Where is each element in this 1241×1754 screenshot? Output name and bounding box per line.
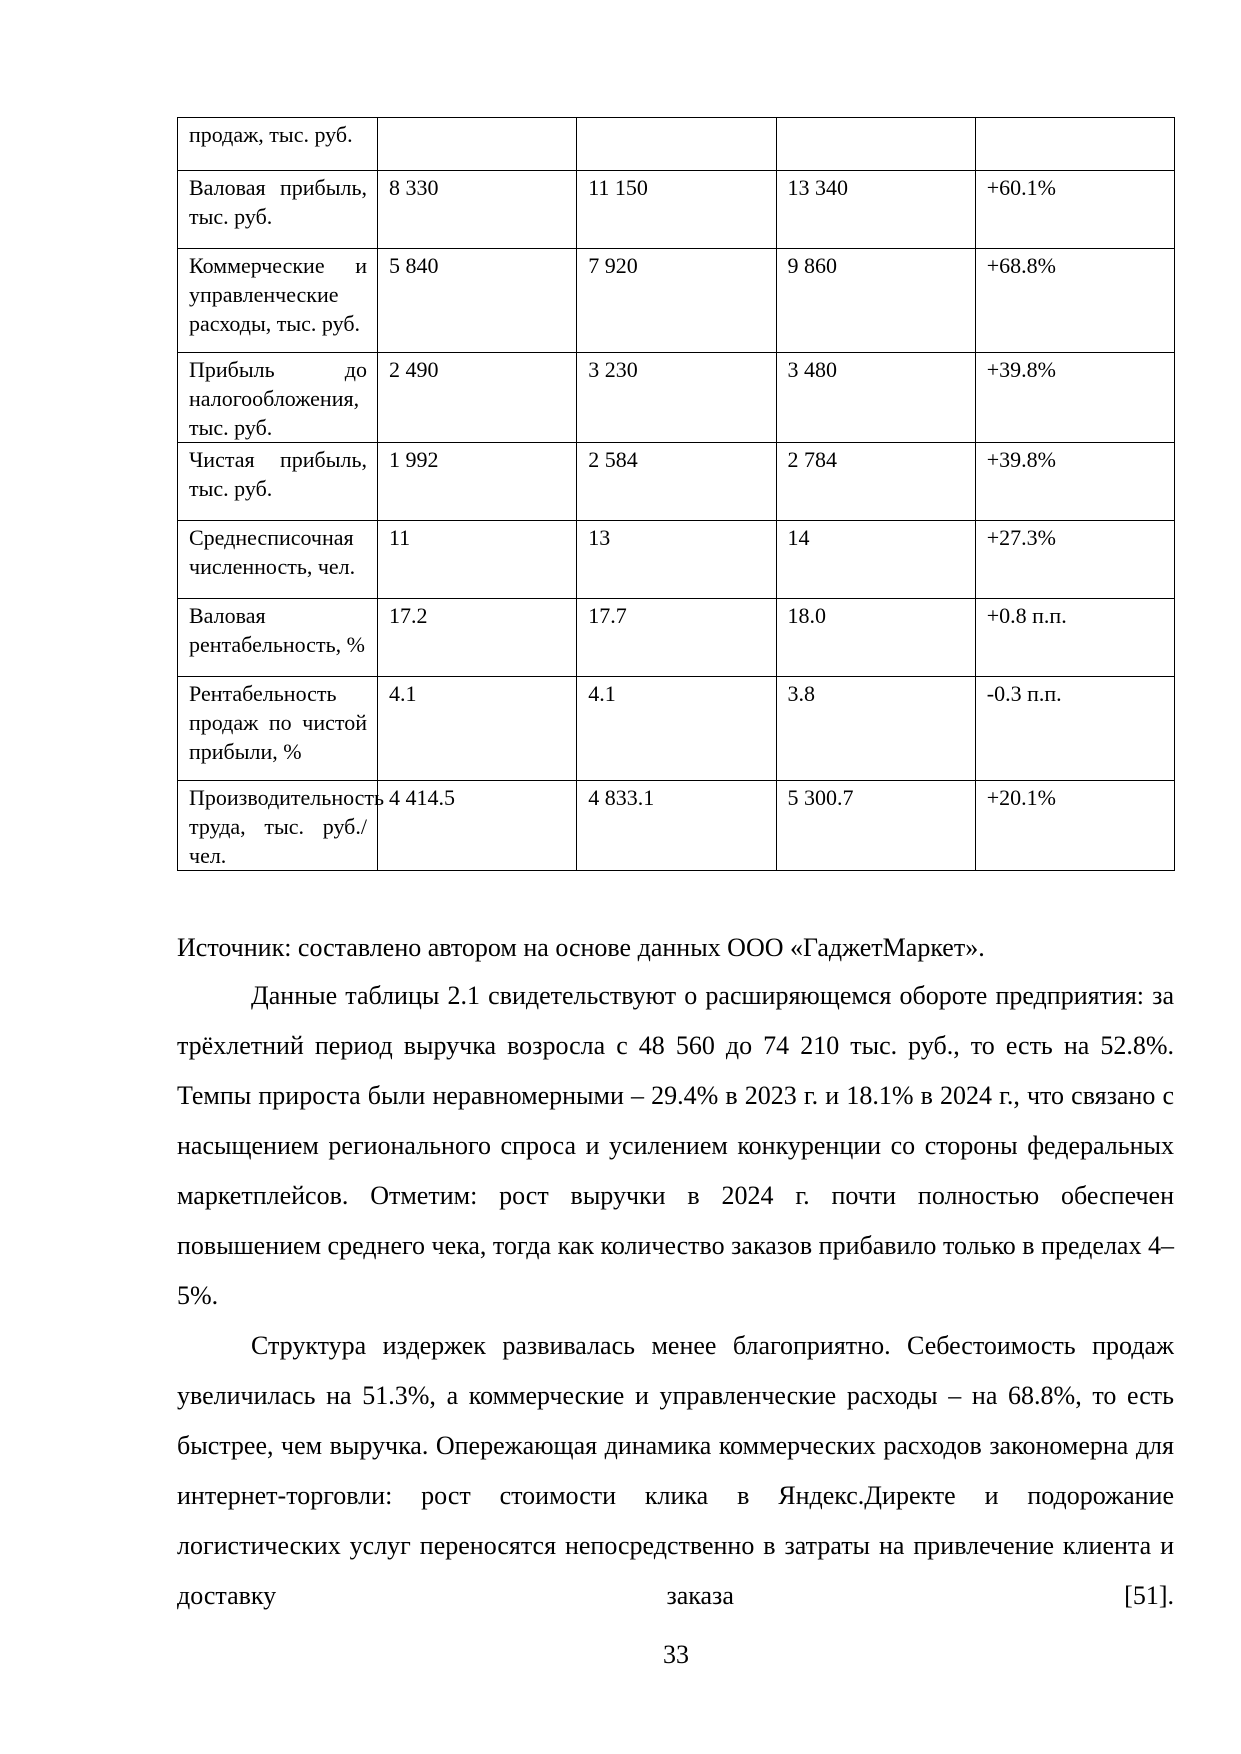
indicator-name-cell: продаж, тыс. руб. [178,118,378,171]
year-value-cell: 2 490 [378,353,577,443]
year-value-cell: 13 [577,521,776,599]
change-cell: +0.8 п.п. [975,599,1174,677]
year-value-cell: 3.8 [776,677,975,781]
table-body [178,118,1175,871]
year-value-cell: 17.7 [577,599,776,677]
change-cell: +68.8% [975,249,1174,353]
body-paragraph: Структура издержек развивалась менее благоприятно. Себестоимость продаж увеличилась на 51.3%, а коммерческие и управленческие расходы – на 68.8%, то есть быстрее, чем выручка. Опережающая динамика коммерческих расходов закономерна для интернет-торговли: рост стоимости клика в Яндекс.Директе и подорожание логистических услуг переносятся непосредственно в затраты на привлечение клиента и доставку заказа [51]. [177,1331,1174,1610]
change-cell: -0.3 п.п. [975,677,1174,781]
change-cell: +39.8% [975,353,1174,443]
year-value-cell: 4.1 [577,677,776,781]
year-value-cell: 17.2 [378,599,577,677]
year-value-cell: 3 230 [577,353,776,443]
table-row [178,353,1175,443]
table-row [178,118,1175,171]
table-row [178,677,1175,781]
table-row [178,171,1175,249]
year-value-cell [378,118,577,171]
indicator-name-cell: Производительность труда, тыс. руб./чел. [178,781,378,871]
year-value-cell: 3 480 [776,353,975,443]
year-value-cell: 11 [378,521,577,599]
indicator-name-cell: Валовая прибыль, тыс. руб. [178,171,378,249]
indicator-name-cell: Среднесписочная численность, чел. [178,521,378,599]
table-row [178,599,1175,677]
year-value-cell: 18.0 [776,599,975,677]
indicator-name-cell: Прибыль до налогообложения, тыс. руб. [178,353,378,443]
change-cell: +60.1% [975,171,1174,249]
year-value-cell: 1 992 [378,443,577,521]
indicator-name-cell: Рентабельность продаж по чистой прибыли, % [178,677,378,781]
year-value-cell [776,118,975,171]
year-value-cell: 8 330 [378,171,577,249]
indicator-name-cell: Валовая рентабельность, % [178,599,378,677]
year-value-cell [577,118,776,171]
year-value-cell: 5 300.7 [776,781,975,871]
table-row [178,249,1175,353]
body-paragraph: Данные таблицы 2.1 свидетельствуют о расширяющемся обороте предприятия: за трёхлетний период выручка возросла с 48 560 до 74 210 тыс. руб., то есть на 52.8%. Темпы прироста были неравномерными – 29.4% в 2023 г. и 18.1% в 2024 г., что связано с насыщением регионального спроса и усилением конкуренции со стороны федеральных маркетплейсов. Отметим: рост выручки в 2024 г. почти полностью обеспечен повышением среднего чека, тогда как количество заказов прибавило только в пределах 4–5%. [177,981,1174,1310]
table-row [178,443,1175,521]
page-number: 33 [663,1640,689,1669]
change-cell: +27.3% [975,521,1174,599]
change-cell: +20.1% [975,781,1174,871]
year-value-cell: 14 [776,521,975,599]
year-value-cell: 5 840 [378,249,577,353]
year-value-cell: 4 833.1 [577,781,776,871]
table-row [178,781,1175,871]
financial-indicators-table [177,117,1175,871]
change-cell: +39.8% [975,443,1174,521]
indicator-name-cell: Коммерческие и управленческие расходы, тыс. руб. [178,249,378,353]
year-value-cell: 11 150 [577,171,776,249]
change-cell [975,118,1174,171]
year-value-cell: 2 784 [776,443,975,521]
indicator-name-cell: Чистая прибыль, тыс. руб. [178,443,378,521]
year-value-cell: 13 340 [776,171,975,249]
table-source-note: Источник: составлено автором на основе данных ООО «ГаджетМаркет». [177,933,985,962]
year-value-cell: 7 920 [577,249,776,353]
year-value-cell: 4 414.5 [378,781,577,871]
year-value-cell: 9 860 [776,249,975,353]
table-row [178,521,1175,599]
year-value-cell: 4.1 [378,677,577,781]
year-value-cell: 2 584 [577,443,776,521]
